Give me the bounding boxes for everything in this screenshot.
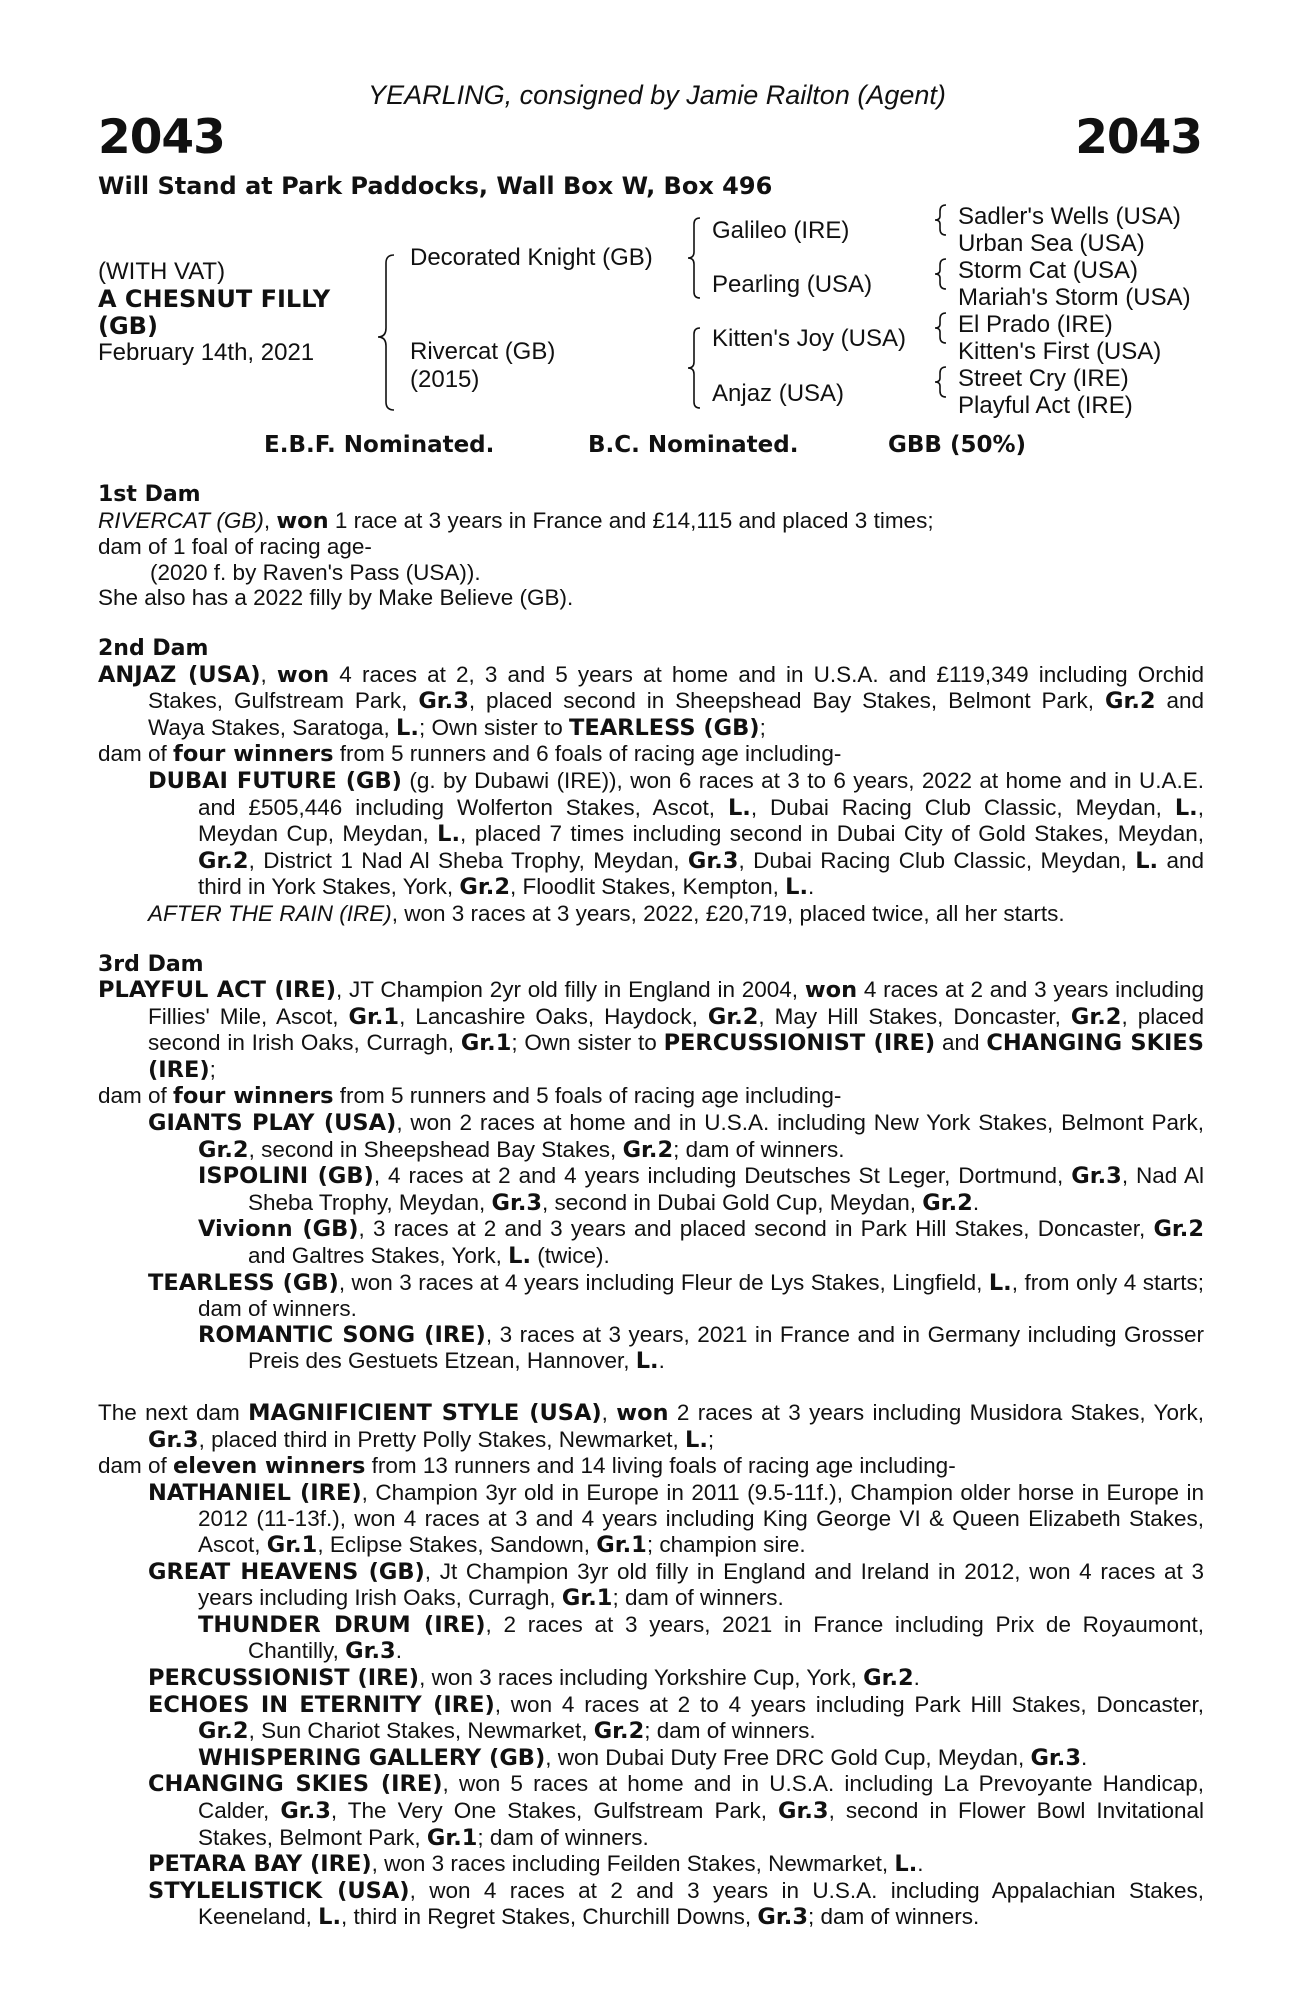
foaling-date: February 14th, 2021 xyxy=(98,339,315,366)
produce-giants-play: GIANTS PLAY (USA), won 2 races at home and in U.S.A. including New York Stakes, Belmont Park, Gr.2, second in Sheepshead Bay Stakes, Gr.2; dam of winners. xyxy=(148,1110,1205,1163)
produce-after-the-rain: AFTER THE RAIN (IRE), won 3 races at 3 years, 2022, £20,719, placed twice, all her starts. xyxy=(148,900,1065,926)
next-dam-record: The next dam MAGNIFICIENT STYLE (USA), won 2 races at 3 years including Musidora Stakes, York, Gr.3, placed third in Pretty Polly Stakes, Newmarket, L.; xyxy=(98,1400,1204,1453)
gg-4: Mariah's Storm (USA) xyxy=(958,284,1191,311)
third-dam-record: PLAYFUL ACT (IRE), JT Champion 2yr old filly in England in 2004, won 4 races at 2 and 3 years including Fillies' Mile, Ascot, Gr.1, Lancashire Oaks, Haydock, Gr.2, May Hill Stakes, Doncaster, Gr.2, placed second in Irish Oaks, Curragh, Gr.1; Own sister to PERCUSSIONIST (IRE) and CHANGING SKIES (IRE); xyxy=(98,977,1204,1083)
horse-description: A CHESNUT FILLY xyxy=(98,285,331,313)
next-dam-section xyxy=(98,1400,1204,1931)
dam-dam: Anjaz (USA) xyxy=(712,380,845,407)
third-dam-section xyxy=(98,952,1204,1376)
produce-ispolini: ISPOLINI (GB), 4 races at 2 and 4 years including Deutsches St Leger, Dortmund, Gr.3, Nad Al Sheba Trophy, Meydan, Gr.3, second in Dubai Gold Cup, Meydan, Gr.2. xyxy=(198,1163,1205,1216)
gg-6: Kitten's First (USA) xyxy=(958,338,1162,365)
pedigree-notes xyxy=(98,482,1204,1931)
produce-thunder-drum: THUNDER DRUM (IRE), 2 races at 3 years, 2021 in France including Prix de Royaumont, Chantilly, Gr.3. xyxy=(198,1611,1204,1665)
lot-number-left: 2043 xyxy=(98,110,225,165)
consignment-line: YEARLING, consigned by Jamie Railton (Agent) xyxy=(368,80,946,110)
lot-number-right: 2043 xyxy=(1075,110,1202,165)
sire-sire: Galileo (IRE) xyxy=(712,217,850,244)
produce-percussionist: PERCUSSIONIST (IRE), won 3 races including Yorkshire Cup, York, Gr.2. xyxy=(148,1664,920,1691)
pedigree-brackets xyxy=(0,0,1314,440)
bc-nominated: B.C. Nominated. xyxy=(588,432,799,458)
produce-nathaniel: NATHANIEL (IRE), Champion 3yr old in Europe in 2011 (9.5-11f.), Champion older horse in Europe in 2012 (11-13f.), won 4 races at 3 and 4 years including King George VI & Queen Elizabeth Stakes, Ascot, Gr.1, Eclipse Stakes, Sandown, Gr.1; champion sire. xyxy=(148,1479,1205,1558)
produce-whispering-gallery: WHISPERING GALLERY (GB), won Dubai Duty Free DRC Gold Cup, Meydan, Gr.3. xyxy=(198,1744,1088,1771)
produce-changing-skies: CHANGING SKIES (IRE), won 5 races at home and in U.S.A. including La Prevoyante Handicap, Calder, Gr.3, The Very One Stakes, Gulfstream Park, Gr.3, second in Flower Bowl Invitational Stakes, Belmont Park, Gr.1; dam of winners. xyxy=(148,1771,1204,1851)
bracket-sire xyxy=(688,218,700,298)
produce-great-heavens: GREAT HEAVENS (GB), Jt Champion 3yr old filly in England and Ireland in 2012, won 4 races at 3 years including Irish Oaks, Curragh, Gr.1; dam of winners. xyxy=(148,1558,1204,1612)
gg-1: Sadler's Wells (USA) xyxy=(958,203,1181,230)
produce-echoes-in-eternity: ECHOES IN ETERNITY (IRE), won 4 races at 2 to 4 years including Park Hill Stakes, Doncaster, Gr.2, Sun Chariot Stakes, Newmarket, Gr.2; dam of winners. xyxy=(148,1691,1204,1745)
bracket-dam xyxy=(688,328,700,408)
second-dam-record: ANJAZ (USA), won 4 races at 2, 3 and 5 years at home and in U.S.A. and £119,349 including Orchid Stakes, Gulfstream Park, Gr.3, placed second in Sheepshead Bay Stakes, Belmont Park, Gr.2 and Waya Stakes, Saratoga, L.; Own sister to TEARLESS (GB); xyxy=(98,661,1205,741)
first-dam-section xyxy=(98,482,1204,611)
brace-2 xyxy=(935,259,946,289)
produce-romantic-song: ROMANTIC SONG (IRE), 3 races at 3 years, 2021 in France and in Germany including Grosser Preis des Gestuets Etzean, Hannover, L.. xyxy=(198,1321,1204,1375)
bracket-main xyxy=(378,255,394,410)
stand-location: Will Stand at Park Paddocks, Wall Box W, Box 496 xyxy=(98,172,773,200)
second-dam-produce: dam of four winners from 5 runners and 6 foals of racing age including- xyxy=(98,741,842,768)
gg-8: Playful Act (IRE) xyxy=(958,392,1133,419)
brace-1 xyxy=(935,205,946,235)
dam-name: Rivercat (GB) xyxy=(410,338,556,365)
produce-dubai-future: DUBAI FUTURE (GB) (g. by Dubawi (IRE)), won 6 races at 3 to 6 years, 2022 at home and in U.A.E. and £505,446 including Wolferton Stakes, Ascot, L., Dubai Racing Club Classic, Meydan, L., Meydan Cup, Meydan, L., placed 7 times including second in Dubai City of Gold Stakes, Meydan, Gr.2, District 1 Nad Al Sheba Trophy, Meydan, Gr.3, Dubai Racing Club Classic, Meydan, L. and third in York Stakes, York, Gr.2, Floodlit Stakes, Kempton, L.. xyxy=(148,767,1205,901)
gg-3: Storm Cat (USA) xyxy=(958,257,1139,284)
brace-4 xyxy=(935,367,946,397)
second-dam-heading: 2nd Dam xyxy=(98,635,209,661)
first-dam-note: She also has a 2022 filly by Make Believe (GB). xyxy=(98,585,574,611)
vat-note: (WITH VAT) xyxy=(98,258,226,285)
produce-petara-bay: PETARA BAY (IRE), won 3 races including Feilden Stakes, Newmarket, L.. xyxy=(148,1851,924,1878)
sire-dam: Pearling (USA) xyxy=(712,271,873,298)
produce-tearless: TEARLESS (GB), won 3 races at 4 years including Fleur de Lys Stakes, Lingfield, L., from only 4 starts; dam of winners. xyxy=(148,1269,1204,1322)
gbb-percentage: GBB (50%) xyxy=(888,432,1027,458)
third-dam-heading: 3rd Dam xyxy=(98,951,204,977)
gg-5: El Prado (IRE) xyxy=(958,311,1113,338)
dam-year: (2015) xyxy=(410,366,480,393)
first-dam-produce: dam of 1 foal of racing age- xyxy=(98,534,372,560)
gg-7: Street Cry (IRE) xyxy=(958,365,1129,392)
dam-sire: Kitten's Joy (USA) xyxy=(712,325,906,352)
produce-stylelistick: STYLELISTICK (USA), won 4 races at 2 and 3 years in U.S.A. including Appalachian Stakes, Keeneland, L., third in Regret Stakes, Churchill Downs, Gr.3; dam of winners. xyxy=(148,1877,1204,1931)
third-dam-produce: dam of four winners from 5 runners and 5 foals of racing age including- xyxy=(98,1083,842,1110)
brace-3 xyxy=(935,313,946,343)
second-dam-section xyxy=(98,636,1204,927)
first-dam-record: RIVERCAT (GB), won 1 race at 3 years in France and £14,115 and placed 3 times; xyxy=(98,507,934,534)
gg-2: Urban Sea (USA) xyxy=(958,230,1145,257)
first-dam-foal: (2020 f. by Raven's Pass (USA)). xyxy=(150,559,481,585)
produce-vivionn: Vivionn (GB), 3 races at 2 and 3 years and placed second in Park Hill Stakes, Doncaster, Gr.2 and Galtres Stakes, York, L. (twice). xyxy=(198,1216,1204,1270)
horse-breed-origin: (GB) xyxy=(98,312,158,340)
ebf-nominated: E.B.F. Nominated. xyxy=(264,432,495,458)
sire-name: Decorated Knight (GB) xyxy=(410,244,653,271)
next-dam-produce: dam of eleven winners from 13 runners and 14 living foals of racing age including- xyxy=(98,1453,956,1480)
first-dam-heading: 1st Dam xyxy=(98,482,201,507)
